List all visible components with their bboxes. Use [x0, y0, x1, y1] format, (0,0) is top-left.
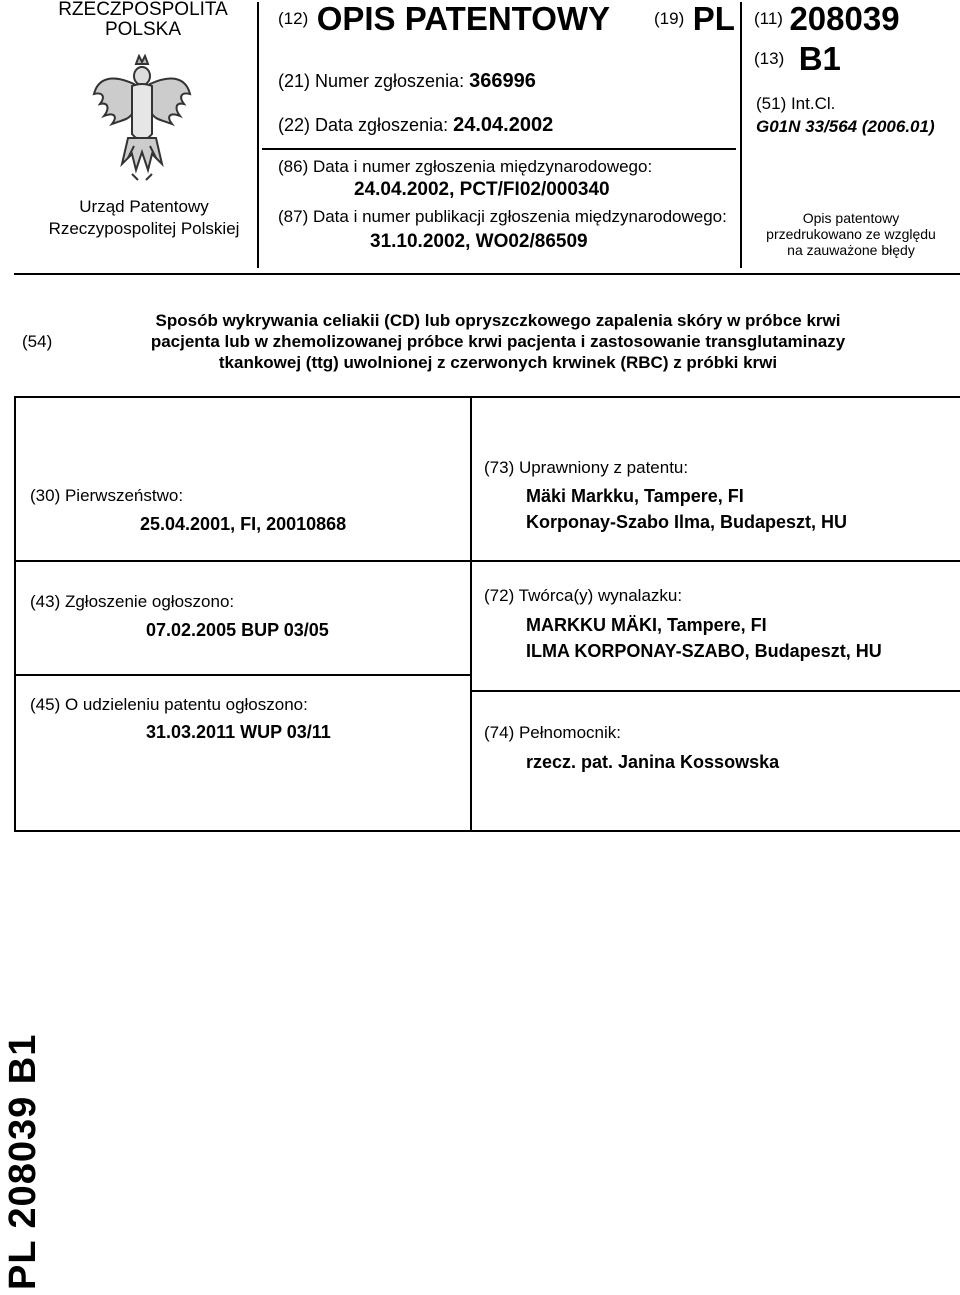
- doc-type-title: OPIS PATENTOWY: [316, 0, 611, 37]
- header-center-rule: [262, 148, 736, 150]
- app-date-label: (22) Data zgłoszenia:: [278, 115, 449, 135]
- int-cl-label: (51) Int.Cl.: [756, 94, 836, 113]
- title-code: (54): [22, 332, 53, 351]
- published-value: 07.02.2005 BUP 03/05: [146, 620, 329, 640]
- office-line-2: Rzeczypospolitej Polskiej: [48, 219, 240, 238]
- country-code-label: (19): [654, 9, 685, 28]
- granted-label: (45) O udzieleniu patentu ogłoszono:: [30, 695, 308, 714]
- app-number-label: (21) Numer zgłoszenia:: [278, 71, 465, 91]
- body-middle-rule: [470, 396, 472, 830]
- body-bottom-rule: [14, 830, 960, 832]
- intl-publication-value: 31.10.2002, WO02/86509: [370, 231, 588, 252]
- priority-value: 25.04.2001, FI, 20010868: [140, 514, 347, 534]
- country-code-value: PL: [692, 0, 735, 37]
- patent-title: [98, 310, 898, 373]
- sidebar-patent-label: PL 208039 B1: [2, 1033, 44, 1290]
- reprint-line-1: Opis patentowy: [802, 210, 900, 226]
- owner-2: Korponay-Szabo Ilma, Budapeszt, HU: [526, 512, 848, 532]
- country-line-1: RZECZPOSPOLITA: [58, 0, 228, 20]
- reprint-note: [748, 210, 954, 258]
- reprint-line-3: na zauważone błędy: [787, 242, 915, 258]
- reprint-line-2: przedrukowano ze względu: [766, 226, 936, 242]
- app-date-value: 24.04.2002: [453, 114, 554, 136]
- patent-number-value: 208039: [789, 0, 900, 37]
- patent-number-label: (11): [754, 9, 783, 28]
- app-number-value: 366996: [469, 70, 536, 92]
- office-line-1: Urząd Patentowy: [79, 197, 209, 216]
- attorney-value: rzecz. pat. Janina Kossowska: [526, 752, 780, 772]
- left-section-rule-2: [14, 674, 470, 676]
- application-date: [278, 114, 553, 137]
- granted-value: 31.03.2011 WUP 03/11: [146, 722, 331, 742]
- patent-number: [754, 0, 900, 38]
- inventor-2: ILMA KORPONAY-SZABO, Budapeszt, HU: [526, 641, 882, 661]
- header-divider-left: [257, 2, 259, 268]
- intl-application-value: 24.04.2002, PCT/FI02/000340: [354, 179, 610, 200]
- int-cl-value: G01N 33/564 (2006.01): [756, 117, 935, 136]
- right-section-rule-1: [470, 560, 960, 562]
- title-line-2: pacjenta lub w zhemolizowanej próbce krwi pacjenta i zastosowanie transglutaminazy: [150, 332, 846, 351]
- inventor-1: MARKKU MÄKI, Tampere, FI: [526, 615, 767, 635]
- kind-code: [754, 40, 841, 78]
- owners-label: (73) Uprawniony z patentu:: [484, 458, 689, 477]
- inventors-label: (72) Twórca(y) wynalazku:: [484, 586, 683, 605]
- priority-label: (30) Pierwszeństwo:: [30, 486, 184, 505]
- title-line-1: Sposób wykrywania celiakii (CD) lub opryszczkowego zapalenia skóry w próbce krwi: [155, 311, 841, 330]
- kind-code-value: B1: [798, 40, 841, 77]
- patent-office: [46, 196, 242, 240]
- owner-1: Mäki Markku, Tampere, FI: [526, 486, 744, 506]
- country-code: [654, 0, 735, 38]
- document-type: [278, 0, 610, 38]
- header-divider-right: [740, 2, 742, 268]
- right-section-rule-2: [470, 690, 960, 692]
- kind-code-label: (13): [754, 49, 785, 68]
- body-left-rule: [14, 396, 16, 830]
- application-number: [278, 70, 536, 93]
- left-section-rule-1: [14, 560, 470, 562]
- polish-eagle-emblem-icon: [92, 54, 192, 182]
- country-line-2: POLSKA: [104, 19, 182, 40]
- doc-type-code: (12): [278, 9, 309, 28]
- country-name: [58, 0, 228, 40]
- title-line-3: tkankowej (ttg) uwolnionej z czerwonych krwinek (RBC) z próbki krwi: [218, 353, 778, 372]
- published-label: (43) Zgłoszenie ogłoszono:: [30, 592, 235, 611]
- title-top-rule: [14, 273, 960, 275]
- body-top-rule: [14, 396, 960, 398]
- intl-publication-label: (87) Data i numer publikacji zgłoszenia międzynarodowego:: [278, 207, 727, 226]
- attorney-label: (74) Pełnomocnik:: [484, 723, 622, 742]
- intl-application-label: (86) Data i numer zgłoszenia międzynarodowego:: [278, 157, 653, 176]
